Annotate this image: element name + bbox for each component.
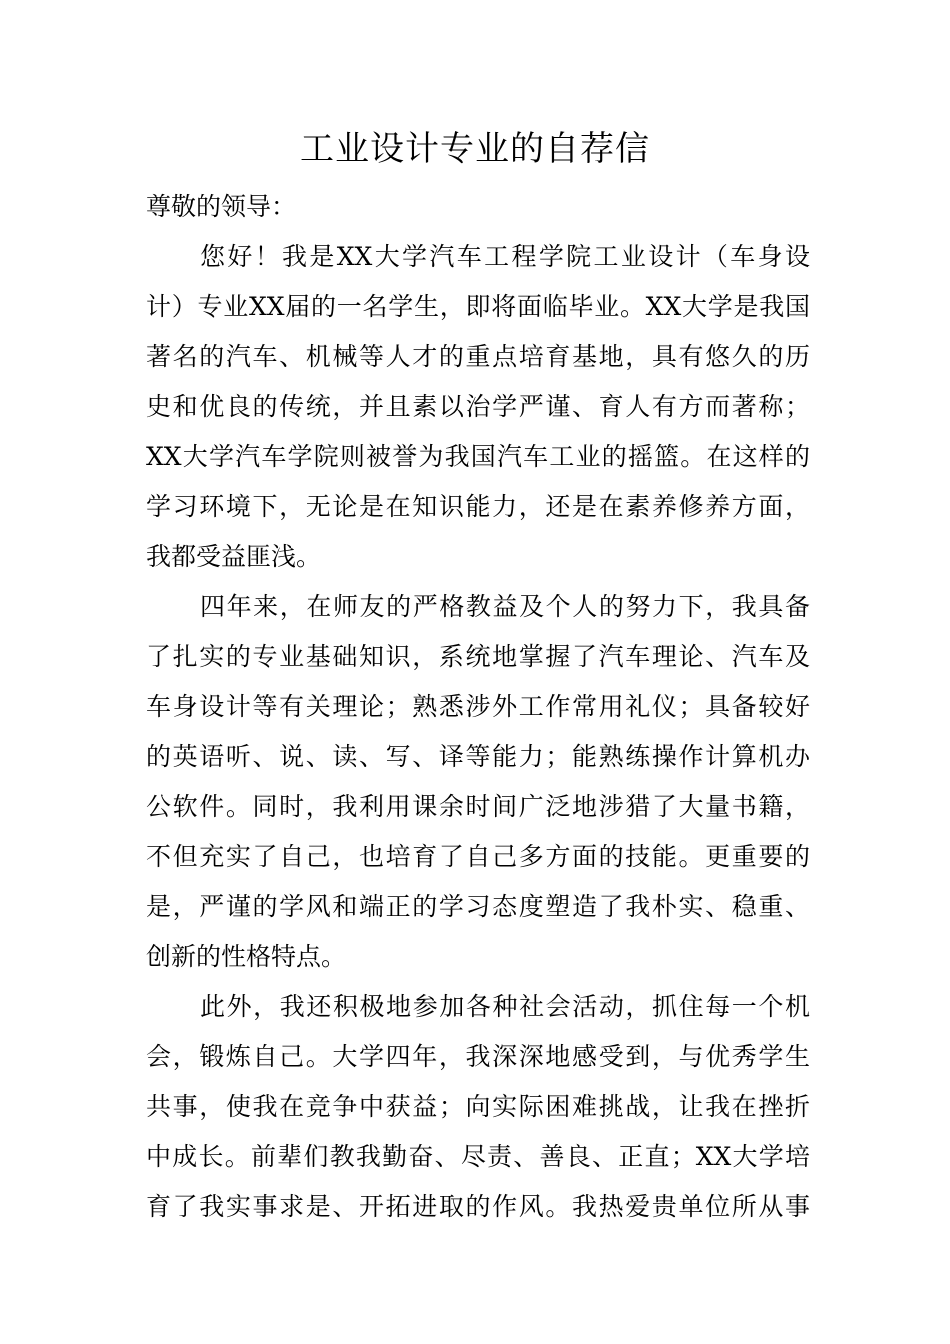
paragraph-line: 育了我实事求是、开拓进取的作风。我热爱贵单位所从事 [146, 1192, 810, 1221]
paragraph-line: 的英语听、说、读、写、译等能力；能熟练操作计算机办 [146, 742, 810, 771]
paragraph-line: 了扎实的专业基础知识，系统地掌握了汽车理论、汽车及 [146, 642, 810, 671]
paragraph-line: 您好！我是XX大学汽车工程学院工业设计（车身设 [200, 242, 810, 271]
paragraph-line: 不但充实了自己，也培育了自己多方面的技能。更重要的 [146, 842, 810, 871]
paragraph-line: 学习环境下，无论是在知识能力，还是在素养修养方面， [146, 492, 810, 521]
paragraph-line: XX大学汽车学院则被誉为我国汽车工业的摇篮。在这样的 [146, 442, 810, 471]
paragraph-line: 著名的汽车、机械等人才的重点培育基地，具有悠久的历 [146, 342, 810, 371]
paragraph-line: 四年来，在师友的严格教益及个人的努力下，我具备 [200, 592, 810, 621]
paragraph-line: 车身设计等有关理论；熟悉涉外工作常用礼仪；具备较好 [146, 692, 810, 721]
document-title: 工业设计专业的自荐信 [300, 129, 650, 169]
paragraph-line: 共事，使我在竞争中获益；向实际困难挑战，让我在挫折 [146, 1092, 810, 1121]
paragraph-line: 我都受益匪浅。 [146, 542, 322, 571]
paragraph-line: 创新的性格特点。 [146, 942, 347, 971]
paragraph-1 [146, 232, 810, 582]
paragraph-line: 会，锻炼自己。大学四年，我深深地感受到，与优秀学生 [146, 1042, 810, 1071]
paragraph-line: 史和优良的传统，并且素以治学严谨、育人有方而著称； [146, 392, 810, 421]
paragraph-line: 公软件。同时，我利用课余时间广泛地涉猎了大量书籍， [146, 792, 810, 821]
paragraph-2 [146, 582, 810, 982]
salutation: 尊敬的领导： [146, 192, 297, 221]
paragraph-3 [146, 982, 810, 1232]
paragraph-line: 计）专业XX届的一名学生，即将面临毕业。XX大学是我国 [146, 292, 810, 321]
paragraph-line: 是，严谨的学风和端正的学习态度塑造了我朴实、稳重、 [146, 892, 810, 921]
letter-body [146, 182, 810, 1232]
paragraph-line: 中成长。前辈们教我勤奋、尽责、善良、正直；XX大学培 [146, 1142, 810, 1171]
paragraph-line: 此外，我还积极地参加各种社会活动，抓住每一个机 [200, 992, 810, 1021]
